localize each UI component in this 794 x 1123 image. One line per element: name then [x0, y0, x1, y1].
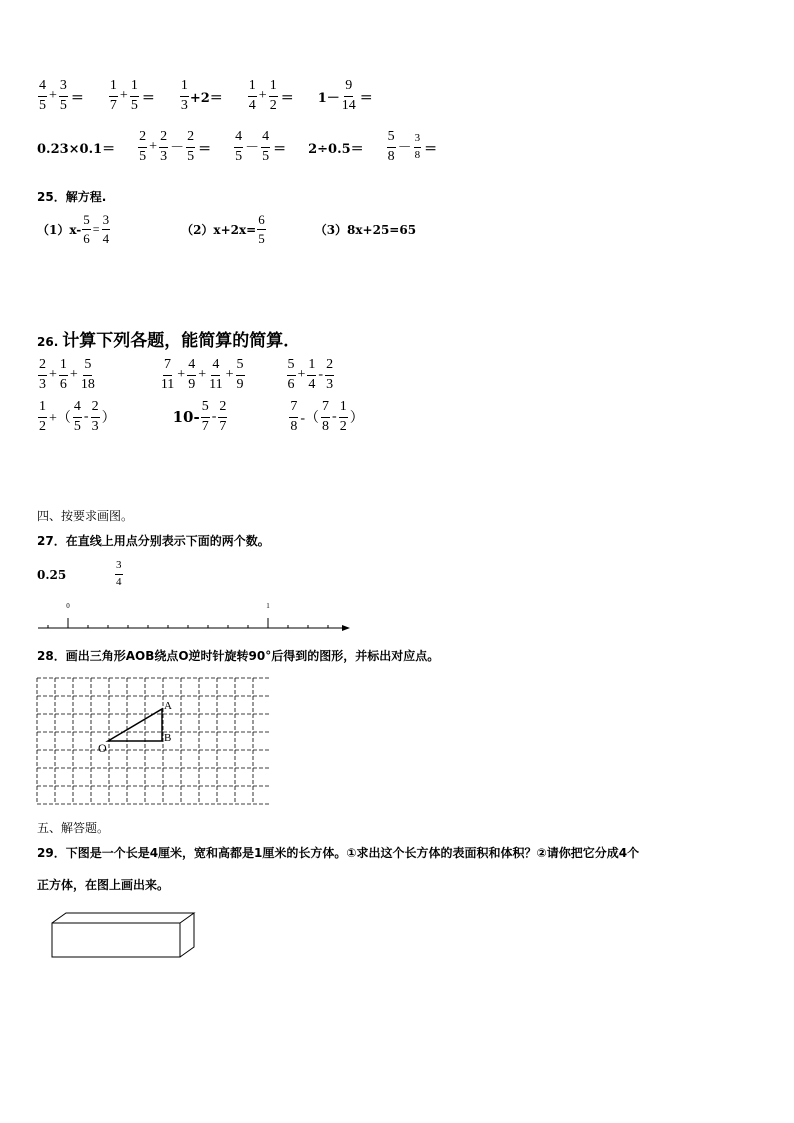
q26-r2-e1: $\frac{1}{2}$ +（ $\frac{4}{5}$ - $\frac{2}{3}$ ） — [39, 399, 116, 434]
q28-title: 28．画出三角形AOB绕点O逆时针旋转90°后得到的图形，并标出对应点。 — [37, 649, 440, 663]
q26-r1-e3: $\frac{5}{6}$ + $\frac{1}{4}$ - $\frac{2}{3}$ — [287, 357, 334, 392]
q26-r1-e1: $\frac{2}{3}$ + $\frac{1}{6}$ + $\frac{5}{18}$ — [39, 357, 95, 392]
q29-line1: 29．下图是一个长是4厘米，宽和高都是1厘米的长方体。①求出这个长方体的表面积和体积？②请你把它分成4个 — [37, 846, 640, 860]
cuboid-drawing — [46, 905, 196, 961]
q25-p3: （3）8x+25=65 — [314, 222, 417, 237]
point-label-b: B — [164, 732, 172, 744]
tick-label-0: 0 — [66, 602, 70, 610]
q26-r1-e2: $\frac{7}{11}$ + $\frac{4}{9}$ + $\frac{4}{11}$ + $\frac{5}{9}$ — [160, 357, 244, 392]
q24-r2-e2: $\frac{2}{5}$ + $\frac{2}{3}$ － $\frac{2}{5}$ ＝ — [139, 129, 212, 164]
point-label-a: A — [164, 700, 172, 712]
q25-title: 25．解方程. — [37, 190, 107, 204]
q26-r2-e2: 10- $\frac{5}{7}$ - $\frac{2}{7}$ — [172, 399, 227, 434]
q24-r2-e3: $\frac{4}{5}$ － $\frac{4}{5}$ ＝ — [235, 129, 287, 164]
q25-p1: （1）x- $\frac{5}{6}$ = $\frac{3}{4}$ — [37, 212, 110, 246]
q24-row1 — [37, 79, 373, 113]
q24-r1-e2: $\frac{1}{7}$ + $\frac{1}{5}$ ＝ — [109, 78, 155, 113]
q26-row1 — [37, 358, 335, 392]
cuboid-top-face — [52, 913, 194, 923]
q24-r1-e4: $\frac{1}{4}$ + $\frac{1}{2}$ ＝ — [248, 78, 294, 113]
rotation-grid — [36, 677, 270, 807]
q24-r1-e1: $\frac{4}{5}$ + $\frac{3}{5}$ ＝ — [39, 78, 84, 113]
q24-r1-e3: $\frac{1}{3}$ +2＝ — [180, 78, 223, 113]
q27-title: 27．在直线上用点分别表示下面的两个数。 — [37, 534, 270, 548]
cuboid-side-face — [180, 913, 194, 957]
cuboid-front-face — [52, 923, 180, 957]
q26-title-line: 26. 计算下列各题，能简算的简算． — [37, 331, 301, 351]
q25-p2: （2）x+2x= $\frac{6}{5}$ — [181, 212, 265, 246]
q27-value-fraction: $\frac{3}{4}$ — [116, 559, 122, 588]
q29-line2: 正方体，在图上画出来。 — [37, 878, 170, 892]
q25-row — [37, 213, 416, 245]
section-5-title: 五、解答题。 — [37, 821, 110, 835]
q24-r2-e5: $\frac{5}{8}$ － $\frac{3}{8}$ ＝ — [387, 129, 438, 164]
q24-r2-e4: 2÷0.5＝ — [308, 141, 364, 157]
q26-r2-e3: $\frac{7}{8}$ -（ $\frac{7}{8}$ - $\frac{1}{2}$ ） — [290, 399, 364, 434]
q24-r1-e5: 1－ $\frac{9}{14}$ ＝ — [317, 78, 373, 113]
arrow-right-icon — [342, 625, 350, 631]
q24-r2-e1: 0.23×0.1＝ — [37, 141, 116, 157]
number-line-ticks — [48, 618, 328, 628]
tick-label-1: 1 — [266, 602, 270, 610]
point-label-o: O — [98, 741, 107, 755]
q27-value-decimal: 0.25 — [37, 568, 67, 582]
q26-row2 — [37, 400, 365, 434]
number-line — [30, 598, 360, 634]
section-4-title: 四、按要求画图。 — [37, 509, 134, 523]
q24-row2 — [37, 130, 437, 164]
